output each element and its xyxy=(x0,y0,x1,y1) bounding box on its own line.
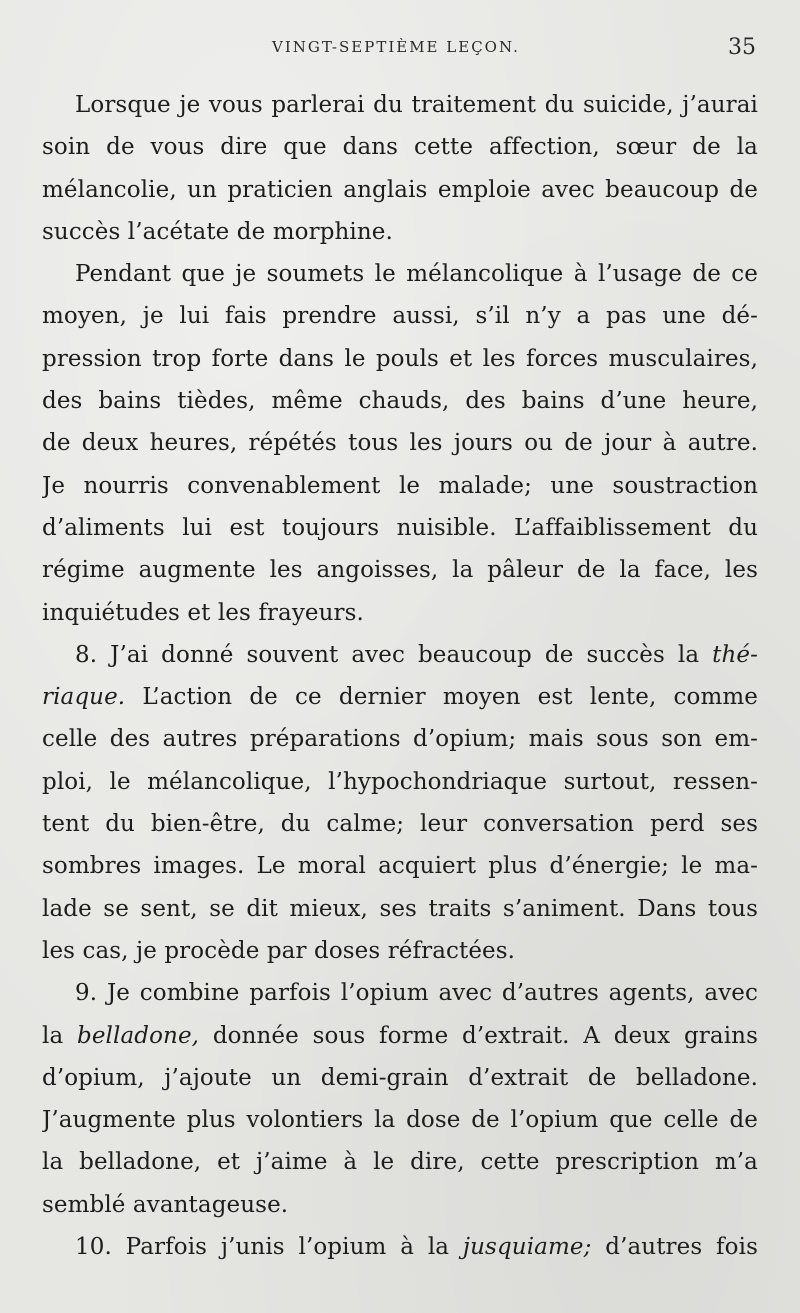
text-segment: inquiétudes et les frayeurs. xyxy=(42,599,364,626)
page-body-text xyxy=(42,84,758,1268)
text-segment: semblé avantageuse. xyxy=(42,1191,289,1218)
page-header xyxy=(0,35,800,68)
text-segment: sombres images. Le moral acquiert plus d’énergie; le ma- xyxy=(42,853,758,880)
text-segment: 8. J’ai donné souvent avec beaucoup de succès la xyxy=(75,641,713,668)
text-segment: soin de vous dire que dans cette affection, sœur de la xyxy=(42,134,758,161)
text-line xyxy=(42,295,758,337)
text-segment: tent du bien-être, du calme; leur conversation perd ses xyxy=(42,811,758,838)
text-segment: d’opium, j’ajoute un demi-grain d’extrait de belladone. xyxy=(42,1064,758,1091)
text-line xyxy=(42,1141,758,1183)
text-segment: L’action de ce dernier moyen est lente, comme xyxy=(125,684,758,711)
text-line xyxy=(42,465,758,507)
text-segment: régime augmente les angoisses, la pâleur de la face, les xyxy=(42,557,758,584)
text-segment: pression trop forte dans le pouls et les forces musculaires, xyxy=(42,345,758,372)
text-line xyxy=(42,1015,758,1057)
text-segment: 10. Parfois j’unis l’opium à la xyxy=(75,1234,463,1261)
text-segment: la xyxy=(42,1022,78,1049)
text-segment: mélancolie, un praticien anglais emploie avec beaucoup de xyxy=(42,176,758,203)
text-segment: Lorsque je vous parlerai du traitement du suicide, j’aurai xyxy=(75,92,758,118)
text-segment: celle des autres préparations d’opium; mais sous son em- xyxy=(42,726,758,753)
text-segment: lade se sent, se dit mieux, ses traits s’animent. Dans tous xyxy=(42,895,758,922)
text-segment: donnée sous forme d’extrait. A deux grains xyxy=(199,1022,758,1049)
text-line xyxy=(42,507,758,549)
text-segment: succès l’acétate de morphine. xyxy=(42,218,393,245)
italic-term: riaque. xyxy=(42,684,126,711)
text-segment: les cas, je procède par doses réfractées. xyxy=(42,937,516,964)
text-line xyxy=(42,338,758,380)
text-segment: d’autres fois xyxy=(591,1234,758,1261)
text-line xyxy=(42,1057,758,1099)
text-segment: Je nourris convenablement le malade; une soustraction xyxy=(42,472,758,499)
page-number: 35 xyxy=(728,35,756,60)
text-line xyxy=(42,634,758,676)
text-segment: d’aliments lui est toujours nuisible. L’affaiblissement du xyxy=(42,514,758,541)
text-segment: Pendant que je soumets le mélancolique à l’usage de ce xyxy=(75,261,758,288)
text-line xyxy=(42,803,758,845)
text-line xyxy=(42,1099,758,1141)
text-segment: J’augmente plus volontiers la dose de l’opium que celle de xyxy=(42,1107,758,1134)
text-segment: des bains tièdes, même chauds, des bains d’une heure, xyxy=(42,388,758,415)
text-line xyxy=(42,888,758,930)
text-segment: la belladone, et j’aime à le dire, cette prescription m’a xyxy=(42,1149,758,1176)
text-line xyxy=(42,253,758,295)
text-line xyxy=(42,761,758,803)
italic-term: thé- xyxy=(712,641,758,668)
text-line xyxy=(42,84,758,126)
text-line xyxy=(42,718,758,760)
text-line xyxy=(42,845,758,887)
italic-term: belladone, xyxy=(77,1022,200,1049)
running-title: VINGT-SEPTIÈME LEÇON. xyxy=(272,38,520,56)
text-line xyxy=(42,211,758,253)
text-line xyxy=(42,676,758,718)
italic-term: jusquiame; xyxy=(462,1234,592,1261)
text-line xyxy=(42,972,758,1014)
text-line xyxy=(42,1226,758,1268)
text-line xyxy=(42,549,758,591)
text-line xyxy=(42,422,758,464)
text-line xyxy=(42,169,758,211)
text-segment: moyen, je lui fais prendre aussi, s’il n’y a pas une dé- xyxy=(42,303,758,330)
text-segment: de deux heures, répétés tous les jours ou de jour à autre. xyxy=(42,430,758,457)
text-segment: ploi, le mélancolique, l’hypochondriaque surtout, ressen- xyxy=(42,768,758,795)
text-line xyxy=(42,380,758,422)
text-line xyxy=(42,930,758,972)
text-line xyxy=(42,592,758,634)
text-line xyxy=(42,126,758,168)
text-line xyxy=(42,1184,758,1226)
text-segment: 9. Je combine parfois l’opium avec d’autres agents, avec xyxy=(75,980,758,1007)
